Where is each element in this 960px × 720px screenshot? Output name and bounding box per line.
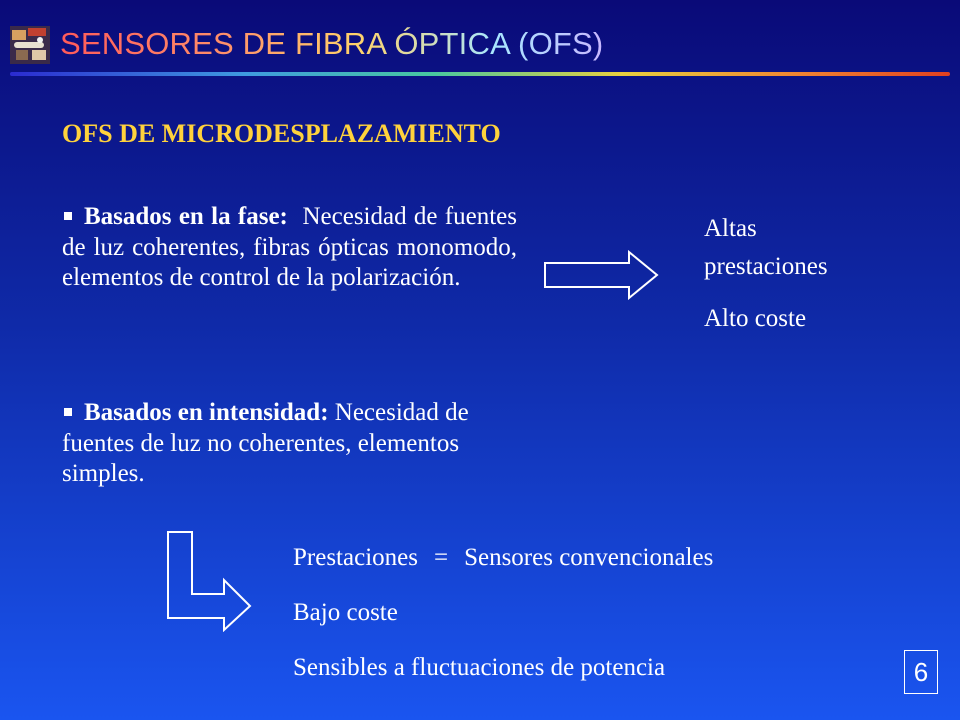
intensity-based-paragraph [62,398,492,490]
phase-lead: Basados en la fase: [84,203,288,230]
fiber-sensor-logo-icon [10,26,50,64]
performance-label: Prestaciones [293,544,418,571]
phase-based-paragraph [62,202,517,294]
intensity-text: Necesidad de fuentes de luz no coherentes, elementos simples. [62,399,469,487]
intensity-lead: Basados en intensidad: [84,399,329,426]
equals-sign: = [433,544,449,571]
section-subtitle: OFS DE MICRODESPLAZAMIENTO [62,119,501,148]
intensity-outcome-performance [293,539,713,594]
intensity-outcomes [293,539,713,704]
phase-outcomes [704,210,874,338]
intensity-outcome-power-sensitivity: Sensibles a fluctuaciones de potencia [293,654,666,681]
intensity-outcome-low-cost: Bajo coste [293,599,398,626]
title-divider [10,72,950,76]
down-right-bent-arrow-icon [166,530,252,632]
phase-outcome-high-performance: Altas prestaciones [704,215,828,280]
conventional-sensors-label: Sensores convencionales [464,544,714,571]
slide-title: SENSORES DE FIBRA ÓPTICA (OFS) [60,26,604,61]
right-arrow-icon [543,250,659,300]
bullet-icon [64,408,72,416]
phase-outcome-high-cost: Alto coste [704,305,807,332]
page-number: 6 [904,650,938,694]
bullet-icon [64,212,72,220]
phase-text: Necesidad de fuentes de luz coherentes, fibras ópticas monomodo, elementos de control de la polarización. [62,203,517,291]
